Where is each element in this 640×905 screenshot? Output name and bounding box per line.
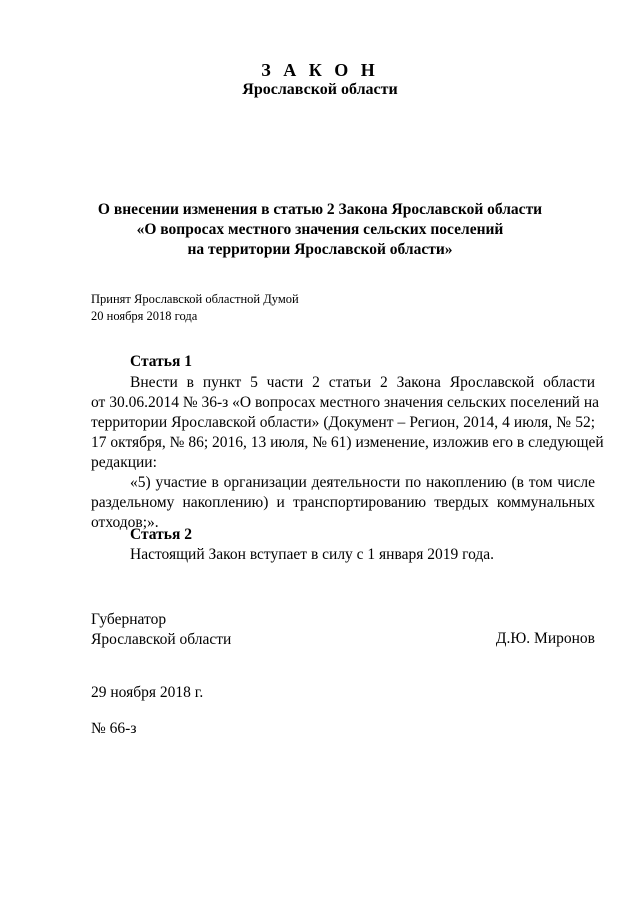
article-2-line: Настоящий Закон вступает в силу с 1 января 2019 года. xyxy=(130,546,495,563)
law-region-subtitle: Ярославской области xyxy=(242,81,398,98)
article-1-line: Внести в пункт 5 части 2 статьи 2 Закона Ярославской области xyxy=(130,374,595,391)
article-1-line: раздельному накоплению) и транспортированию твердых коммунальных xyxy=(91,494,595,511)
article-1-line: территории Ярославской области» (Документ – Регион, 2014, 4 июля, № 52; xyxy=(91,414,595,431)
signer-position-line: Губернатор xyxy=(91,611,167,628)
signer-name: Д.Ю. Миронов xyxy=(495,630,595,647)
adoption-note-line: Принят Ярославской областной Думой xyxy=(91,292,299,306)
article-1-title: Статья 1 xyxy=(130,353,192,370)
law-heading-line: на территории Ярославской области» xyxy=(187,241,453,258)
law-title: З А К О Н xyxy=(261,60,379,80)
law-heading xyxy=(40,200,600,260)
adoption-date: 20 ноября 2018 года xyxy=(91,309,198,323)
law-heading-line: О внесении изменения в статью 2 Закона Ярославской области xyxy=(97,201,543,218)
article-2-title: Статья 2 xyxy=(130,526,192,543)
article-2-text xyxy=(91,545,595,565)
adoption-note xyxy=(91,291,299,325)
article-1-line: «5) участие в организации деятельности по накоплению (в том числе xyxy=(130,474,595,491)
law-heading-line: «О вопросах местного значения сельских поселений xyxy=(136,221,504,238)
article-1-line: 17 октября, № 86; 2016, 13 июля, № 61) изменение, изложив его в следующей xyxy=(91,434,604,451)
article-1-text xyxy=(91,373,604,533)
signer-position-line: Ярославской области xyxy=(91,631,232,648)
article-1-line: редакции: xyxy=(91,454,157,471)
signing-date: 29 ноября 2018 г. xyxy=(91,684,204,701)
article-1-line: отходов;». xyxy=(91,514,159,531)
law-number: № 66-з xyxy=(91,720,137,737)
article-1-line: от 30.06.2014 № 36-з «О вопросах местного значения сельских поселений на xyxy=(91,394,600,411)
signer-position xyxy=(91,610,231,650)
